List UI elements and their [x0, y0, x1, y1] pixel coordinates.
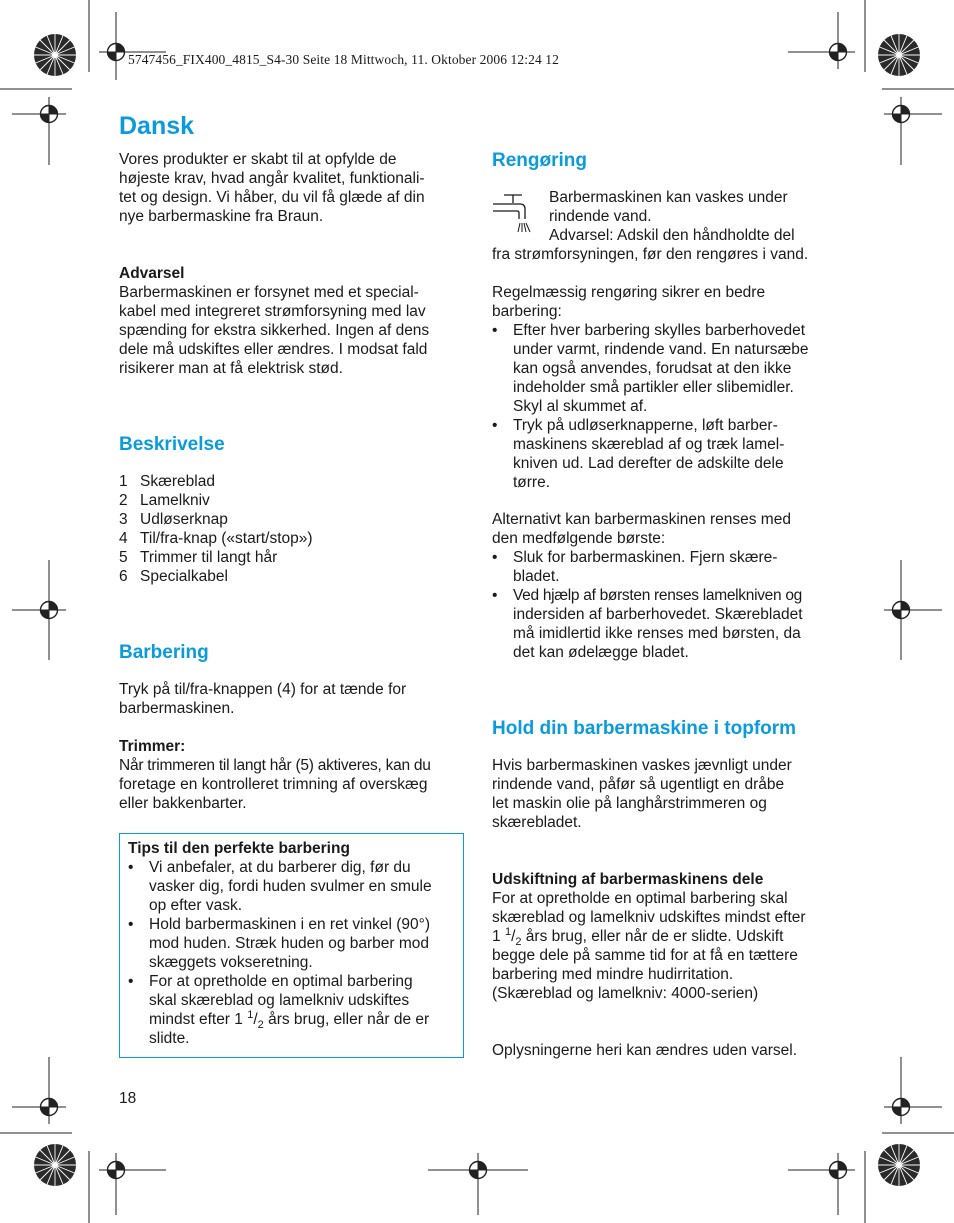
list-item: • Ved hjælp af børsten renses lamelkniven og indersiden af barberhovedet. Skærebladet må imidlertid ikke renses med børsten, da det kan ødelægge bladet.: [492, 586, 837, 662]
list-item: 2 Lamelkniv: [119, 492, 210, 509]
list-item: • Sluk for barbermaskinen. Fjern skære- bladet.: [492, 548, 837, 586]
faucet-icon: [492, 191, 542, 235]
cleaning-regular: Regelmæssig rengøring sikrer en bedre barbering: • Efter hver barbering skylles barberhovedet under varmt, rindende vand. En natursæbe kan også anvendes, forudsat at den ikke indeholder små partikler eller slibemidler. Skyl al skummet af. • Tryk på udløserknapperne, løft barber- maskinens skæreblad af og træk lamel- kniven ud. Lad derefter de adskilte dele tørre.: [492, 283, 837, 492]
list-item: 1 Skæreblad: [119, 473, 215, 490]
tips-box: [119, 833, 464, 1058]
topform-heading: Hold din barbermaskine i topform: [492, 718, 797, 739]
intro-line: højeste krav, hvad angår kvalitet, funktionali-: [119, 170, 425, 187]
parts-list: [119, 472, 464, 586]
cleaning-line: fra strømforsyningen, før den rengøres i vand.: [492, 246, 809, 263]
replace-heading: Udskiftning af barbermaskinens dele: [492, 871, 764, 888]
warning-line: spænding for ekstra sikkerhed. Ingen af dens: [119, 322, 430, 339]
warning-heading: Advarsel: [119, 265, 185, 282]
cleaning-heading: Rengøring: [492, 150, 587, 171]
trimmer-heading: Trimmer:: [119, 738, 186, 755]
list-item: 3 Udløserknap: [119, 511, 228, 528]
intro-paragraph: [119, 150, 464, 226]
cleaning-icon-text: Barbermaskinen kan vaskes under rindende vand. Advarsel: Adskil den håndholdte del: [549, 189, 795, 244]
tips-heading: Tips til den perfekte barbering: [128, 840, 350, 857]
page-title: Dansk: [119, 112, 195, 140]
list-item: • For at opretholde en optimal barbering skal skæreblad og lamelkniv udskiftes mindst efter 1 $^1/_2$ års brug, eller når de er slidte.: [128, 972, 454, 1048]
list-item: • Tryk på udløserknapperne, løft barber- maskinens skæreblad af og træk lamel- kniven ud. Lad derefter de adskilte dele tørre.: [492, 416, 837, 492]
notice-text: Oplysningerne heri kan ændres uden varsel.: [492, 1042, 798, 1059]
cleaning-list: [492, 321, 837, 492]
warning-line: risikerer man at få elektrisk stød.: [119, 360, 343, 377]
list-item: 4 Til/fra-knap («start/stop»): [119, 530, 313, 547]
intro-line: tet og design. Vi håber, du vil få glæde af din: [119, 189, 425, 206]
warning-section: [119, 264, 464, 378]
replace-section: Udskiftning af barbermaskinens dele For at opretholde en optimal barbering skal skæreblad og lamelkniv udskiftes mindst efter 1 $^1/_2$ års brug, eller når de er slidte. Udskift begge dele på samme tid for at få en tættere barbering med mindre hudirritation. (Skæreblad og lamelkniv: 4000-serien): [492, 870, 837, 1003]
intro-line: Vores produkter er skabt til at opfylde de: [119, 151, 397, 168]
warning-line: kabel med integreret strømforsyning med lav: [119, 303, 426, 320]
trimmer-section: Trimmer: Når trimmeren til langt hår (5) aktiveres, kan du foretage en kontrolleret trimning af overskæg eller bakkenbarter.: [119, 737, 464, 813]
list-item: 6 Specialkabel: [119, 568, 228, 585]
topform-text: Hvis barbermaskinen vaskes jævnligt under rindende vand, påfør så ugentligt en dråbe let maskin olie på langhårstrimmeren og skærebladet.: [492, 757, 792, 831]
brush-list: [492, 548, 837, 662]
shaving-heading: Barbering: [119, 642, 209, 663]
list-item: • Hold barbermaskinen i en ret vinkel (90°) mod huden. Stræk huden og barber mod skæggets vokseretning.: [128, 915, 454, 972]
warning-line: Barbermaskinen er forsynet med et special-: [119, 284, 419, 301]
list-item: • Vi anbefaler, at du barberer dig, før du vasker dig, fordi huden svulmer en smule op efter vask.: [128, 858, 454, 915]
intro-line: nye barbermaskine fra Braun.: [119, 208, 324, 225]
list-item: • Efter hver barbering skylles barberhovedet under varmt, rindende vand. En natursæbe kan også anvendes, forudsat at den ikke indeholder små partikler eller slibemidler. Skyl al skummet af.: [492, 321, 837, 416]
page-number: 18: [119, 1090, 137, 1107]
cleaning-alternative: Alternativt kan barbermaskinen renses med den medfølgende børste: • Sluk for barbermaskinen. Fjern skære- bladet. • Ved hjælp af børsten renses lamelkniven og indersiden af barberhovedet. Skærebladet må imidlertid ikke renses med børsten, da det kan ødelægge bladet.: [492, 510, 837, 662]
warning-line: dele må udskiftes eller ændres. I modsat fald: [119, 341, 428, 358]
print-header-line: 5747456_FIX400_4815_S4-30 Seite 18 Mittwoch, 11. Oktober 2006 12:24 12: [128, 52, 559, 67]
tips-list: [128, 858, 454, 1048]
description-heading: Beskrivelse: [119, 434, 225, 455]
list-item: 5 Trimmer til langt hår: [119, 549, 278, 566]
shaving-text: Tryk på til/fra-knappen (4) for at tænde for barbermaskinen.: [119, 681, 407, 717]
